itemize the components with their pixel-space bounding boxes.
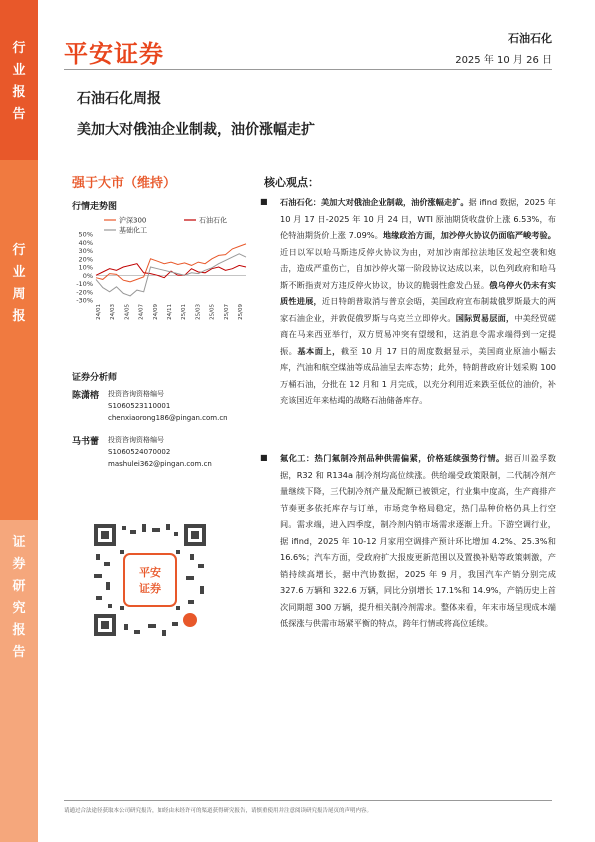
legend-label: 石油石化 <box>199 216 227 225</box>
sidebar-char: 行 <box>12 243 26 258</box>
para1-bold: 俄乌停火仍未有实质性进展， <box>280 279 556 306</box>
qr-code[interactable] <box>90 520 210 640</box>
sidebar-char: 券 <box>12 557 26 572</box>
analyst-code: S1060523110001 <box>108 402 171 410</box>
sidebar-char: 业 <box>12 63 26 78</box>
para2-text: 据百川盈孚数据，R32 和 R134a 制冷剂均高位续涨。供给端受政策限制，二代制冷剂产量继续下降，三代制冷剂产量及配额已被锁定，行业集中度高，生产商排产节奏更多依托库存与订单，市场竞争格局稳定，热门品种价格仍具上行空间。需求端，进入四季度，制冷剂内销市场需求逐渐上升。下游空调行业，据 ifind，2025 年 10-12 月家用空调排产预计环比增加 4.2%、25.3%和 16.6%；汽车方面，受政府扩大报废更新范围以及置换补贴等政策刺激，产销持续高增长，据中汽协数据，2025 年 9 月，我国汽车产销分别完成 327.6 万辆和 322.6 万辆，同比分别增长 17.1%和 14.9%，产销历史上首次同期超 300 万辆，提升相关制冷剂需求。整体来看，年末市场呈现成本端低探涨与供需市场紧平衡的特点，跨年行情或将高位延续。 <box>280 453 556 628</box>
bullet-icon: ■ <box>260 453 268 462</box>
report-title: 美加大对俄油企业制裁，油价涨幅走扩 <box>77 122 315 138</box>
footer-disclaimer: 请通过合法途径获取本公司研究报告，如经由未经许可的渠道获得研究报告，请慎重使用并注意阅读研究报告尾页的声明内容。 <box>64 808 373 814</box>
analyst-role: 投资咨询资格编号 <box>108 436 164 444</box>
bullet-icon: ■ <box>260 197 268 206</box>
legend-label: 沪深300 <box>119 216 147 225</box>
x-tick-label: 25/09 <box>238 304 244 320</box>
y-tick-label: -30% <box>76 296 93 305</box>
y-tick-label: 0% <box>82 271 93 280</box>
para2-bold: 氟化工：热门氟制冷剂品种供需偏紧，价格延续强势行情。 <box>280 453 505 463</box>
x-tick-label: 25/07 <box>223 304 230 320</box>
x-tick-label: 24/09 <box>152 304 159 320</box>
sidebar-char: 报 <box>12 309 26 324</box>
x-tick-label: 25/03 <box>195 304 202 320</box>
sector-name: 石油石化 <box>508 32 552 45</box>
qr-logo-line1: 平安 <box>139 566 161 579</box>
report-type: 石油石化周报 <box>77 91 161 107</box>
para1-bold: 地缘政治方面，加沙停火协议仍面临严峻考验。 <box>382 230 556 240</box>
x-tick-label: 24/11 <box>167 304 173 320</box>
para1-text: 近日特朗普取消与普京会晤，美国政府宣布制裁俄罗斯最大的两家石油企业，并敦促俄罗斯与乌克兰立即停火。 <box>280 296 556 323</box>
footer-divider <box>64 800 552 801</box>
company-logo: 平安证券 <box>64 40 164 68</box>
analyst-name: 陈潇榕 <box>72 391 100 401</box>
sidebar-char: 研 <box>12 579 26 594</box>
paragraph-petrochemical <box>260 194 556 409</box>
sidebar-char: 业 <box>12 265 26 280</box>
trend-chart-label: 行情走势图 <box>72 202 118 212</box>
sidebar-char: 证 <box>12 535 26 550</box>
sidebar-char: 究 <box>12 601 26 616</box>
series-line <box>96 244 246 282</box>
x-tick-label: 25/05 <box>209 304 216 320</box>
sidebar-char: 报 <box>12 623 26 638</box>
series-line <box>96 254 246 296</box>
x-tick-label: 24/05 <box>124 304 131 320</box>
analyst-code: S1060524070002 <box>108 448 171 456</box>
x-tick-label: 25/01 <box>181 304 188 320</box>
report-date: 2025 年 10 月 26 日 <box>455 55 552 66</box>
para1-text: 中美经贸磋商在马来西亚举行，双方贸易冲突有望缓和，这消息令需求端得到一定提振。 <box>280 312 556 356</box>
sidebar-char: 报 <box>12 85 26 100</box>
y-tick-label: 40% <box>78 238 93 247</box>
sidebar-char: 告 <box>12 107 26 122</box>
para1-bold: 基本面上， <box>297 345 341 356</box>
sidebar-research-report <box>0 520 38 842</box>
legend-label: 基础化工 <box>119 226 147 235</box>
paragraph-fluorochemical <box>260 450 556 632</box>
y-tick-label: 10% <box>78 263 93 272</box>
sidebar-char: 告 <box>12 645 26 660</box>
analyst-email[interactable]: chenxiaorong186@pingan.com.cn <box>108 414 228 422</box>
para1-bold: 石油石化：美加大对俄油企业制裁，油价涨幅走扩。 <box>280 197 469 207</box>
rating: 强于大市（维持） <box>72 176 177 191</box>
qr-logo-line2: 证券 <box>139 582 161 595</box>
header-divider <box>64 69 552 70</box>
analyst-email[interactable]: mashulei362@pingan.com.cn <box>108 460 212 468</box>
analyst-role: 投资咨询资格编号 <box>108 390 164 398</box>
y-tick-label: -20% <box>76 288 93 297</box>
sidebar-industry-weekly <box>0 160 38 520</box>
sidebar-char: 周 <box>12 287 26 302</box>
x-tick-label: 24/01 <box>96 304 102 320</box>
sidebar-industry-report <box>0 0 38 160</box>
para1-bold: 国际贸易层面， <box>455 312 515 323</box>
y-tick-label: -10% <box>76 280 93 288</box>
trend-chart <box>64 212 254 332</box>
y-tick-label: 50% <box>78 230 93 239</box>
analyst-section-label: 证券分析师 <box>72 373 118 383</box>
y-tick-label: 30% <box>78 247 93 255</box>
para1-text: 近日以军以哈马斯违反停火协议为由，对加沙南部拉法地区发起空袭和炮击，造成严重伤亡，自加沙停火第一阶段协议达成以来，以色列政府和哈马斯不断指责对方违反停火协议，协议的脆弱性愈发凸显。 <box>280 246 556 290</box>
para1-text: 据 ifind 数据，2025 年 10 月 17 日-2025 年 10 月 24 日，WTI 原油期货收盘价上涨 6.53%，布伦特油期货价上涨 7.09%。 <box>280 197 556 240</box>
x-tick-label: 24/03 <box>110 304 117 320</box>
sidebar-char: 行 <box>12 41 26 56</box>
core-views-heading: 核心观点： <box>264 176 319 189</box>
x-tick-label: 24/07 <box>138 304 145 320</box>
analyst-name: 马书蕾 <box>72 437 100 447</box>
sidebar <box>0 0 38 842</box>
y-tick-label: 20% <box>78 255 93 264</box>
para1-text: 截至 10 月 17 日的周度数据显示，美国商业原油小幅去库，汽油和航空煤油等成品油呈去库态势；此外，特朗普政府计划采购 100 万桶石油，分批在 12 月和 1 月完成，以充分利用近来跌至低位的油价，补充该国近年来枯竭的战略石油储备库存。 <box>280 345 556 405</box>
